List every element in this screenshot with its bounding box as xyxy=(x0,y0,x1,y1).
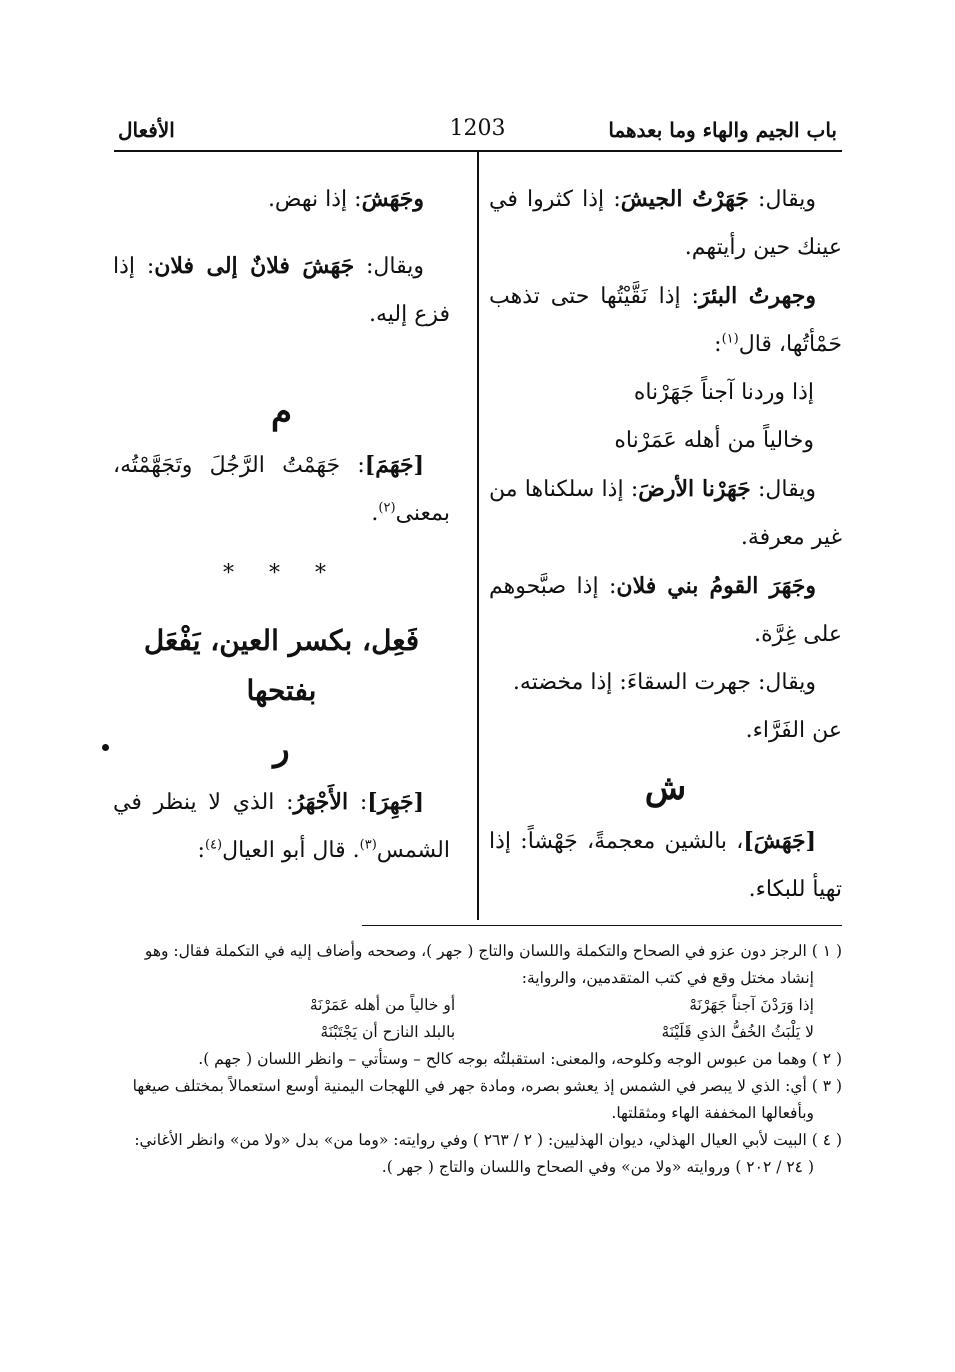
verse-hemistich: بالبلد النازح أن يَجْتَبْنَهْ xyxy=(320,1023,456,1041)
section-separator: * * * xyxy=(223,561,340,586)
spacer xyxy=(113,224,450,242)
footnote-verse-row xyxy=(112,1019,842,1046)
footnote-1-continuation: إنشاد مختل وقع في كتب المتقدمين، والرواية: xyxy=(521,969,814,987)
section-letter-ra: ر xyxy=(273,729,290,769)
footnote-ref: (٣) xyxy=(359,837,377,853)
running-header-chapter: باب الجيم والهاء وما بعدهما xyxy=(608,118,837,142)
footnote-4-continuation: ( ٢٤ / ٢٠٢ ) وروايته «ولا من» وفي الصحاح واللسان والتاج ( جهر ). xyxy=(381,1158,814,1176)
entry-paragraph: ويقال: جهرت السقاءَ: إذا مخضته. xyxy=(512,670,816,695)
margin-dot xyxy=(102,744,109,751)
footnote-ref: (١) xyxy=(721,331,739,347)
text: . xyxy=(371,501,379,526)
footnote-3: ( ٣ ) أي: الذي لا يبصر في الشمس إذ يعشو بصره، ومادة جهر في اللهجات اليمنية أوسع استعمالاً بمختلف صيغها xyxy=(132,1077,842,1095)
verse-line: إذا وردنا آجناً جَهَرْناه xyxy=(633,380,814,405)
section-letter-mim: م xyxy=(270,392,293,432)
entry-paragraph xyxy=(489,562,842,659)
headword: الأَجْهَرُ xyxy=(293,789,349,815)
column-divider xyxy=(477,150,479,920)
left-column xyxy=(113,175,450,875)
headword: وجهرتُ البئرَ xyxy=(698,283,817,309)
spacer xyxy=(113,339,450,379)
text: : xyxy=(197,838,205,863)
text: : إذا صبَّحوهم على غِرَّة. xyxy=(489,574,842,647)
text: : إذا نهض. xyxy=(267,187,362,212)
text: : إذا فزع إليه. xyxy=(113,254,450,327)
section-letter-shin: ش xyxy=(644,768,687,808)
headword: جَهَشَ فلانٌ إلى فلان xyxy=(154,253,355,279)
root-heading: [جَهَمَ] xyxy=(364,452,424,478)
verse-line: وخالياً من أهله عَمَرْناه xyxy=(614,428,814,453)
text: : الذي لا ينظر في الشمس xyxy=(113,790,450,863)
section-title: فَعِل، بكسر العين، يَفْعَل بفتحها xyxy=(143,624,420,707)
headword: وجَهَرَ القومُ بني فلان xyxy=(616,573,816,599)
verse-hemistich: أو خالياً من أهله عَمَرْنَهْ xyxy=(309,996,456,1014)
entry-paragraph xyxy=(489,272,842,369)
running-header-section: الأفعال xyxy=(118,118,175,142)
footnotes xyxy=(112,938,842,1181)
text: ويقال: xyxy=(354,254,424,279)
entry-paragraph xyxy=(113,175,450,224)
text: : xyxy=(714,332,722,357)
headword: وجَهَشَ xyxy=(361,186,424,212)
entry-paragraph xyxy=(113,242,450,339)
footnote-verse-row xyxy=(112,992,842,1019)
text: ويقال: xyxy=(748,187,817,212)
text: ويقال: xyxy=(750,477,816,502)
footnote-ref: (٤) xyxy=(204,837,223,853)
text: ، بالشين معجمةً، جَهْشاً: إذا تهيأ للبكاء. xyxy=(489,829,842,902)
footnote-rule xyxy=(362,925,842,926)
entry-paragraph xyxy=(113,778,450,875)
entry-paragraph xyxy=(489,175,842,272)
text: : إذا سلكناها من غير معرفة. xyxy=(489,477,842,550)
entry-paragraph xyxy=(489,465,842,562)
footnote-2: ( ٢ ) وهما من عبوس الوجه وكلوحه، والمعنى: استقبلتُه بوجه كالح – وستأتي – وانظر اللسان ( جهم ). xyxy=(198,1050,842,1068)
headword: جَهَرْنا الأرضَ xyxy=(638,476,751,502)
verse-hemistich: إذا وَرَدْنَ آجناً جَهَرْنَهْ xyxy=(689,996,814,1014)
page-number: 1203 xyxy=(449,116,506,141)
footnote-ref: (٢) xyxy=(378,500,396,516)
text: : إذا نَقَّيْتُها حتى تذهب حَمْأتُها، قال xyxy=(489,284,842,357)
right-column xyxy=(489,175,842,914)
headword: جَهَرْتُ الجيشَ xyxy=(620,186,749,212)
verse-hemistich: لا يَلْبَثُ الخُفُّ الذي قَلَيْنَهْ xyxy=(661,1023,814,1041)
entry-paragraph xyxy=(113,441,450,538)
root-heading: [جَهِرَ] xyxy=(367,789,424,815)
root-heading: [جَهَشَ] xyxy=(743,828,816,854)
entry-paragraph: عن الفَرَّاء. xyxy=(745,718,842,743)
text: : جَهَمْتُ الرَّجُلَ وتَجَهَّمْتُه، بمعنى xyxy=(113,453,450,526)
text: : إذا كثروا في عينك حين رأيتهم. xyxy=(489,187,842,260)
footnote-3-continuation: وبأفعالها المخففة الهاء ومثقلتها. xyxy=(611,1104,814,1122)
footnote-1: ( ١ ) الرجز دون عزو في الصحاح والتكملة واللسان والتاج ( جهر )، وصححه وأضاف إليه في التكملة فقال: وهو xyxy=(144,942,842,960)
text: : xyxy=(348,790,368,815)
text: . قال أبو العيال xyxy=(222,838,360,863)
entry-paragraph xyxy=(489,817,842,914)
footnote-4: ( ٤ ) البيت لأبي العيال الهذلي، ديوان الهذليين: ( ٢ / ٢٦٣ ) وفي روايته: «وما من» بدل «ولا من» وانظر الأغاني: xyxy=(134,1131,842,1149)
